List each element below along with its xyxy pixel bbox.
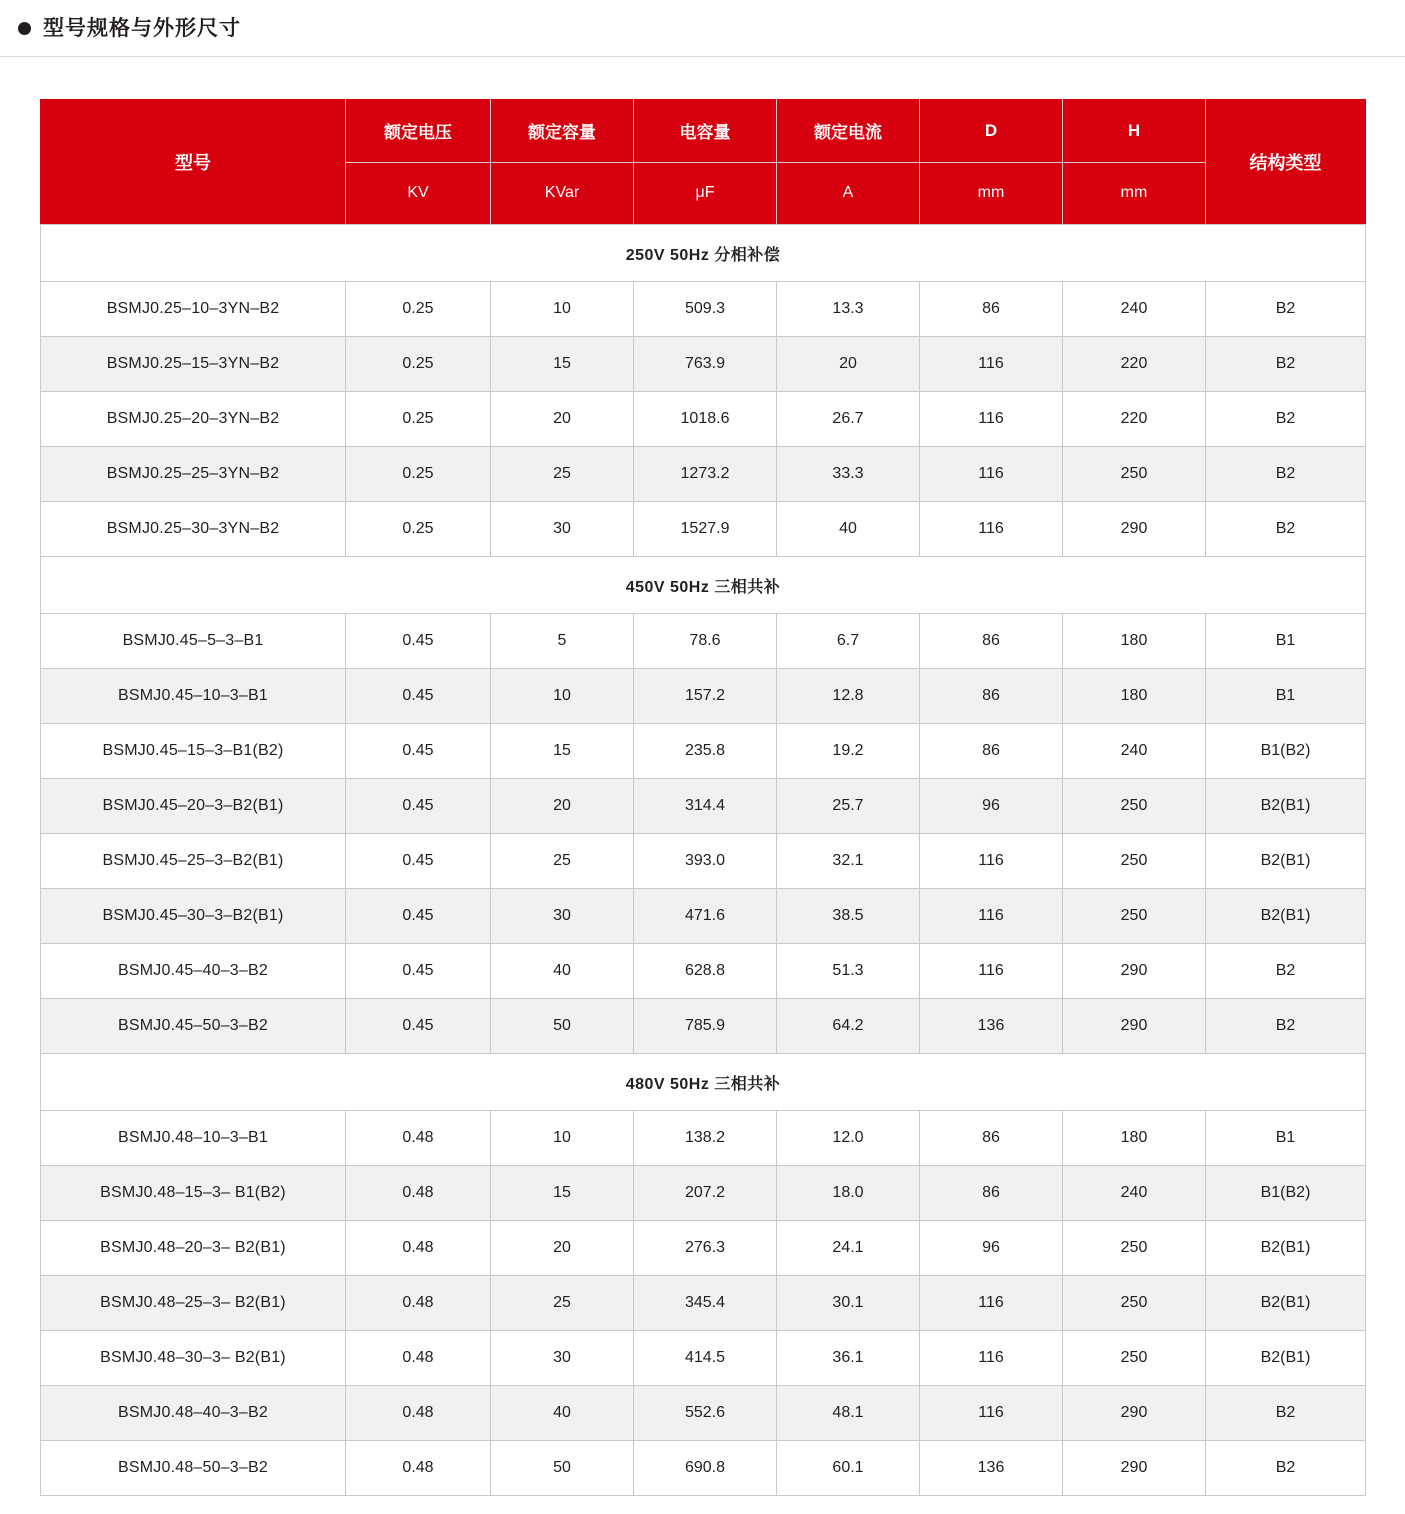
header-model: 型号: [41, 100, 346, 225]
cell-model: BSMJ0.45–50–3–B2: [41, 999, 346, 1054]
cell-capacitance: 414.5: [634, 1331, 777, 1386]
cell-voltage: 0.45: [346, 999, 491, 1054]
cell-capacity: 30: [491, 889, 634, 944]
cell-model: BSMJ0.45–5–3–B1: [41, 614, 346, 669]
cell-capacity: 40: [491, 1386, 634, 1441]
header-diameter: D: [920, 100, 1063, 163]
cell-structure: B2: [1206, 999, 1366, 1054]
cell-model: BSMJ0.48–10–3–B1: [41, 1111, 346, 1166]
header-row-titles: [41, 100, 1366, 163]
cell-capacitance: 345.4: [634, 1276, 777, 1331]
cell-current: 32.1: [777, 834, 920, 889]
cell-diameter: 116: [920, 834, 1063, 889]
cell-voltage: 0.25: [346, 392, 491, 447]
cell-structure: B2(B1): [1206, 1276, 1366, 1331]
cell-model: BSMJ0.45–15–3–B1(B2): [41, 724, 346, 779]
cell-capacitance: 1273.2: [634, 447, 777, 502]
cell-structure: B1: [1206, 614, 1366, 669]
cell-diameter: 116: [920, 502, 1063, 557]
cell-structure: B2(B1): [1206, 1331, 1366, 1386]
cell-height: 290: [1063, 1386, 1206, 1441]
cell-diameter: 116: [920, 1331, 1063, 1386]
table-row: [41, 1276, 1366, 1331]
cell-current: 6.7: [777, 614, 920, 669]
cell-height: 180: [1063, 669, 1206, 724]
header-capacitance: 电容量: [634, 100, 777, 163]
cell-height: 240: [1063, 724, 1206, 779]
cell-height: 180: [1063, 1111, 1206, 1166]
cell-capacitance: 157.2: [634, 669, 777, 724]
cell-model: BSMJ0.45–30–3–B2(B1): [41, 889, 346, 944]
section-title: 450V 50Hz 三相共补: [41, 557, 1366, 614]
page-title: 型号规格与外形尺寸: [43, 16, 241, 40]
cell-capacity: 40: [491, 944, 634, 999]
cell-capacitance: 471.6: [634, 889, 777, 944]
unit-current: A: [777, 162, 920, 225]
cell-capacitance: 138.2: [634, 1111, 777, 1166]
cell-capacity: 30: [491, 502, 634, 557]
cell-voltage: 0.45: [346, 779, 491, 834]
cell-current: 48.1: [777, 1386, 920, 1441]
cell-capacity: 15: [491, 1166, 634, 1221]
cell-height: 250: [1063, 447, 1206, 502]
cell-model: BSMJ0.25–10–3YN–B2: [41, 282, 346, 337]
cell-height: 250: [1063, 834, 1206, 889]
cell-height: 250: [1063, 1331, 1206, 1386]
cell-model: BSMJ0.48–50–3–B2: [41, 1441, 346, 1496]
cell-height: 290: [1063, 999, 1206, 1054]
cell-model: BSMJ0.48–40–3–B2: [41, 1386, 346, 1441]
cell-current: 40: [777, 502, 920, 557]
table-row: [41, 944, 1366, 999]
header-current: 额定电流: [777, 100, 920, 163]
cell-voltage: 0.45: [346, 889, 491, 944]
cell-current: 20: [777, 337, 920, 392]
cell-capacity: 5: [491, 614, 634, 669]
unit-diameter: mm: [920, 162, 1063, 225]
unit-capacity: KVar: [491, 162, 634, 225]
cell-height: 250: [1063, 779, 1206, 834]
cell-height: 250: [1063, 889, 1206, 944]
cell-capacity: 15: [491, 724, 634, 779]
cell-current: 30.1: [777, 1276, 920, 1331]
cell-model: BSMJ0.25–25–3YN–B2: [41, 447, 346, 502]
cell-current: 38.5: [777, 889, 920, 944]
cell-current: 13.3: [777, 282, 920, 337]
cell-voltage: 0.48: [346, 1166, 491, 1221]
table-row: [41, 447, 1366, 502]
cell-capacity: 25: [491, 834, 634, 889]
cell-capacitance: 785.9: [634, 999, 777, 1054]
cell-current: 12.0: [777, 1111, 920, 1166]
cell-current: 64.2: [777, 999, 920, 1054]
table-row: [41, 1441, 1366, 1496]
cell-capacitance: 207.2: [634, 1166, 777, 1221]
cell-structure: B2: [1206, 392, 1366, 447]
cell-capacitance: 552.6: [634, 1386, 777, 1441]
cell-structure: B2: [1206, 337, 1366, 392]
section-row: [41, 557, 1366, 614]
cell-diameter: 116: [920, 1276, 1063, 1331]
cell-voltage: 0.48: [346, 1386, 491, 1441]
cell-voltage: 0.25: [346, 337, 491, 392]
header-voltage: 额定电压: [346, 100, 491, 163]
header-capacity: 额定容量: [491, 100, 634, 163]
cell-height: 290: [1063, 944, 1206, 999]
cell-current: 26.7: [777, 392, 920, 447]
table-header: [41, 100, 1366, 225]
cell-capacity: 10: [491, 282, 634, 337]
cell-diameter: 136: [920, 1441, 1063, 1496]
cell-voltage: 0.48: [346, 1111, 491, 1166]
cell-structure: B2: [1206, 944, 1366, 999]
cell-capacitance: 763.9: [634, 337, 777, 392]
cell-structure: B1: [1206, 669, 1366, 724]
cell-diameter: 116: [920, 447, 1063, 502]
section-title: 480V 50Hz 三相共补: [41, 1054, 1366, 1111]
cell-capacitance: 78.6: [634, 614, 777, 669]
cell-voltage: 0.48: [346, 1276, 491, 1331]
cell-diameter: 116: [920, 392, 1063, 447]
cell-capacity: 25: [491, 1276, 634, 1331]
table-row: [41, 1111, 1366, 1166]
cell-diameter: 116: [920, 337, 1063, 392]
cell-voltage: 0.45: [346, 834, 491, 889]
cell-voltage: 0.25: [346, 502, 491, 557]
table-row: [41, 1221, 1366, 1276]
cell-structure: B2(B1): [1206, 834, 1366, 889]
cell-model: BSMJ0.25–30–3YN–B2: [41, 502, 346, 557]
cell-capacitance: 314.4: [634, 779, 777, 834]
cell-voltage: 0.45: [346, 944, 491, 999]
table-row: [41, 502, 1366, 557]
cell-voltage: 0.48: [346, 1221, 491, 1276]
cell-current: 25.7: [777, 779, 920, 834]
cell-diameter: 96: [920, 1221, 1063, 1276]
unit-height: mm: [1063, 162, 1206, 225]
cell-voltage: 0.25: [346, 282, 491, 337]
table-row: [41, 999, 1366, 1054]
table-row: [41, 282, 1366, 337]
cell-current: 18.0: [777, 1166, 920, 1221]
cell-height: 220: [1063, 392, 1206, 447]
cell-diameter: 96: [920, 779, 1063, 834]
cell-model: BSMJ0.48–20–3– B2(B1): [41, 1221, 346, 1276]
cell-model: BSMJ0.45–25–3–B2(B1): [41, 834, 346, 889]
cell-model: BSMJ0.48–30–3– B2(B1): [41, 1331, 346, 1386]
cell-capacitance: 1527.9: [634, 502, 777, 557]
cell-capacity: 15: [491, 337, 634, 392]
cell-current: 24.1: [777, 1221, 920, 1276]
table-row: [41, 1386, 1366, 1441]
cell-voltage: 0.45: [346, 724, 491, 779]
cell-diameter: 86: [920, 614, 1063, 669]
unit-voltage: KV: [346, 162, 491, 225]
table-row: [41, 614, 1366, 669]
cell-capacity: 50: [491, 999, 634, 1054]
table-row: [41, 834, 1366, 889]
cell-capacity: 30: [491, 1331, 634, 1386]
cell-structure: B1(B2): [1206, 1166, 1366, 1221]
table-row: [41, 392, 1366, 447]
cell-diameter: 86: [920, 724, 1063, 779]
table-row: [41, 337, 1366, 392]
table-row: [41, 779, 1366, 834]
table-row: [41, 724, 1366, 779]
cell-voltage: 0.48: [346, 1331, 491, 1386]
cell-model: BSMJ0.25–20–3YN–B2: [41, 392, 346, 447]
cell-capacity: 20: [491, 779, 634, 834]
cell-diameter: 86: [920, 669, 1063, 724]
cell-capacitance: 690.8: [634, 1441, 777, 1496]
cell-capacity: 20: [491, 392, 634, 447]
cell-current: 19.2: [777, 724, 920, 779]
table-row: [41, 1166, 1366, 1221]
cell-height: 180: [1063, 614, 1206, 669]
cell-current: 12.8: [777, 669, 920, 724]
cell-model: BSMJ0.45–10–3–B1: [41, 669, 346, 724]
cell-current: 51.3: [777, 944, 920, 999]
cell-diameter: 116: [920, 889, 1063, 944]
cell-height: 250: [1063, 1276, 1206, 1331]
cell-capacitance: 276.3: [634, 1221, 777, 1276]
cell-diameter: 86: [920, 282, 1063, 337]
section-title: 250V 50Hz 分相补偿: [41, 225, 1366, 282]
table-body: [41, 225, 1366, 1496]
cell-structure: B2: [1206, 502, 1366, 557]
cell-current: 33.3: [777, 447, 920, 502]
cell-height: 240: [1063, 1166, 1206, 1221]
cell-diameter: 86: [920, 1166, 1063, 1221]
spec-table-container: [0, 99, 1405, 1496]
heading-divider: [0, 56, 1405, 57]
cell-height: 290: [1063, 1441, 1206, 1496]
cell-capacity: 25: [491, 447, 634, 502]
cell-structure: B2: [1206, 282, 1366, 337]
cell-capacitance: 628.8: [634, 944, 777, 999]
cell-model: BSMJ0.48–15–3– B1(B2): [41, 1166, 346, 1221]
cell-capacity: 20: [491, 1221, 634, 1276]
cell-structure: B2: [1206, 1441, 1366, 1496]
header-height: H: [1063, 100, 1206, 163]
cell-structure: B2(B1): [1206, 1221, 1366, 1276]
cell-capacitance: 235.8: [634, 724, 777, 779]
cell-current: 60.1: [777, 1441, 920, 1496]
spec-table: [40, 99, 1366, 1496]
cell-structure: B1: [1206, 1111, 1366, 1166]
cell-capacitance: 1018.6: [634, 392, 777, 447]
cell-capacitance: 509.3: [634, 282, 777, 337]
cell-height: 220: [1063, 337, 1206, 392]
cell-current: 36.1: [777, 1331, 920, 1386]
cell-voltage: 0.48: [346, 1441, 491, 1496]
cell-structure: B2: [1206, 1386, 1366, 1441]
unit-capacitance: μF: [634, 162, 777, 225]
cell-voltage: 0.45: [346, 614, 491, 669]
cell-model: BSMJ0.48–25–3– B2(B1): [41, 1276, 346, 1331]
header-structure: 结构类型: [1206, 100, 1366, 225]
cell-height: 290: [1063, 502, 1206, 557]
cell-diameter: 86: [920, 1111, 1063, 1166]
cell-diameter: 116: [920, 1386, 1063, 1441]
cell-model: BSMJ0.45–40–3–B2: [41, 944, 346, 999]
cell-structure: B1(B2): [1206, 724, 1366, 779]
bullet-icon: [18, 22, 31, 35]
cell-diameter: 136: [920, 999, 1063, 1054]
cell-capacitance: 393.0: [634, 834, 777, 889]
table-row: [41, 1331, 1366, 1386]
cell-voltage: 0.45: [346, 669, 491, 724]
cell-structure: B2(B1): [1206, 779, 1366, 834]
table-row: [41, 889, 1366, 944]
cell-model: BSMJ0.45–20–3–B2(B1): [41, 779, 346, 834]
cell-diameter: 116: [920, 944, 1063, 999]
cell-voltage: 0.25: [346, 447, 491, 502]
cell-capacity: 50: [491, 1441, 634, 1496]
cell-height: 240: [1063, 282, 1206, 337]
cell-capacity: 10: [491, 1111, 634, 1166]
cell-structure: B2(B1): [1206, 889, 1366, 944]
cell-height: 250: [1063, 1221, 1206, 1276]
page-heading: [0, 0, 1405, 38]
cell-model: BSMJ0.25–15–3YN–B2: [41, 337, 346, 392]
cell-capacity: 10: [491, 669, 634, 724]
section-row: [41, 1054, 1366, 1111]
section-row: [41, 225, 1366, 282]
cell-structure: B2: [1206, 447, 1366, 502]
table-row: [41, 669, 1366, 724]
